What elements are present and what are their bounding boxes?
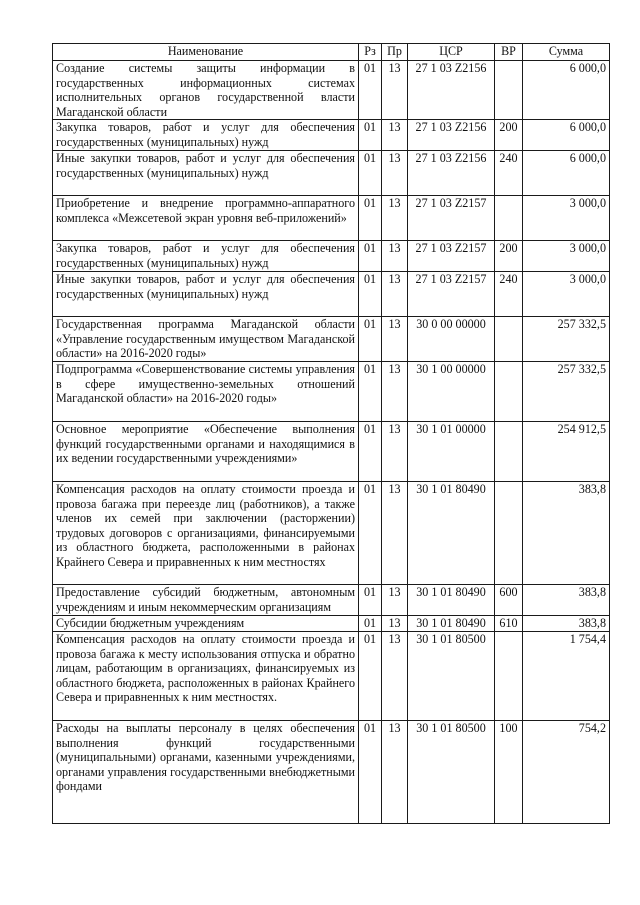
row-rz: 01 bbox=[359, 196, 382, 241]
table-row bbox=[53, 241, 610, 272]
row-sum: 383,8 bbox=[523, 585, 610, 616]
row-name: Приобретение и внедрение программно-аппаратного комплекса «Межсетевой экран уровня веб-приложений» bbox=[53, 196, 359, 241]
row-rz: 01 bbox=[359, 151, 382, 196]
row-csr: 30 1 01 00000 bbox=[408, 422, 495, 482]
header-vr: ВР bbox=[495, 44, 523, 61]
row-name: Основное мероприятие «Обеспечение выполнения функций государственными органами и находящимися в их ведении государственными учреждениями» bbox=[53, 422, 359, 482]
row-name: Иные закупки товаров, работ и услуг для обеспечения государственных (муниципальных) нужд bbox=[53, 151, 359, 196]
table-row bbox=[53, 196, 610, 241]
row-rz: 01 bbox=[359, 362, 382, 422]
row-vr bbox=[495, 482, 523, 585]
row-pr: 13 bbox=[382, 120, 408, 151]
table-row bbox=[53, 272, 610, 317]
row-name: Субсидии бюджетным учреждениям bbox=[53, 616, 359, 632]
row-vr bbox=[495, 422, 523, 482]
row-sum: 257 332,5 bbox=[523, 317, 610, 362]
row-csr: 27 1 03 Z2156 bbox=[408, 61, 495, 120]
row-pr: 13 bbox=[382, 196, 408, 241]
row-pr: 13 bbox=[382, 721, 408, 824]
row-rz: 01 bbox=[359, 422, 382, 482]
row-csr: 27 1 03 Z2157 bbox=[408, 241, 495, 272]
row-pr: 13 bbox=[382, 241, 408, 272]
row-pr: 13 bbox=[382, 482, 408, 585]
table-row bbox=[53, 422, 610, 482]
table-row bbox=[53, 151, 610, 196]
row-sum: 6 000,0 bbox=[523, 151, 610, 196]
row-rz: 01 bbox=[359, 61, 382, 120]
row-csr: 30 1 01 80490 bbox=[408, 482, 495, 585]
row-sum: 254 912,5 bbox=[523, 422, 610, 482]
row-pr: 13 bbox=[382, 422, 408, 482]
row-name: Предоставление субсидий бюджетным, автономным учреждениям и иным некоммерческим организациям bbox=[53, 585, 359, 616]
table-row bbox=[53, 585, 610, 616]
row-rz: 01 bbox=[359, 632, 382, 721]
header-rz: Рз bbox=[359, 44, 382, 61]
row-csr: 27 1 03 Z2156 bbox=[408, 120, 495, 151]
row-rz: 01 bbox=[359, 241, 382, 272]
row-sum: 3 000,0 bbox=[523, 272, 610, 317]
row-pr: 13 bbox=[382, 317, 408, 362]
row-csr: 30 1 01 80500 bbox=[408, 721, 495, 824]
row-vr bbox=[495, 632, 523, 721]
row-csr: 27 1 03 Z2156 bbox=[408, 151, 495, 196]
row-sum: 3 000,0 bbox=[523, 241, 610, 272]
row-vr bbox=[495, 61, 523, 120]
row-sum: 1 754,4 bbox=[523, 632, 610, 721]
table-row bbox=[53, 120, 610, 151]
row-pr: 13 bbox=[382, 362, 408, 422]
row-name: Закупка товаров, работ и услуг для обеспечения государственных (муниципальных) нужд bbox=[53, 241, 359, 272]
row-rz: 01 bbox=[359, 616, 382, 632]
row-vr: 200 bbox=[495, 120, 523, 151]
row-name: Иные закупки товаров, работ и услуг для обеспечения государственных (муниципальных) нужд bbox=[53, 272, 359, 317]
row-vr bbox=[495, 317, 523, 362]
header-pr: Пр bbox=[382, 44, 408, 61]
row-csr: 30 0 00 00000 bbox=[408, 317, 495, 362]
row-rz: 01 bbox=[359, 272, 382, 317]
row-csr: 27 1 03 Z2157 bbox=[408, 196, 495, 241]
row-vr: 240 bbox=[495, 151, 523, 196]
row-rz: 01 bbox=[359, 721, 382, 824]
table-row bbox=[53, 721, 610, 824]
row-rz: 01 bbox=[359, 482, 382, 585]
header-csr: ЦСР bbox=[408, 44, 495, 61]
row-sum: 754,2 bbox=[523, 721, 610, 824]
row-sum: 6 000,0 bbox=[523, 120, 610, 151]
row-rz: 01 bbox=[359, 585, 382, 616]
row-sum: 6 000,0 bbox=[523, 61, 610, 120]
row-vr: 610 bbox=[495, 616, 523, 632]
row-name: Государственная программа Магаданской области «Управление государственным имуществом Магаданской области» на 2016-2020 годы» bbox=[53, 317, 359, 362]
table-row bbox=[53, 482, 610, 585]
table-header bbox=[53, 44, 610, 61]
row-sum: 257 332,5 bbox=[523, 362, 610, 422]
table-row bbox=[53, 61, 610, 120]
row-rz: 01 bbox=[359, 317, 382, 362]
row-vr bbox=[495, 362, 523, 422]
table-body bbox=[53, 61, 610, 824]
row-sum: 3 000,0 bbox=[523, 196, 610, 241]
header-name: Наименование bbox=[53, 44, 359, 61]
row-name: Создание системы защиты информации в государственных информационных системах исполнительных органов государственной власти Магаданской области bbox=[53, 61, 359, 120]
row-csr: 27 1 03 Z2157 bbox=[408, 272, 495, 317]
table-row bbox=[53, 616, 610, 632]
row-sum: 383,8 bbox=[523, 482, 610, 585]
row-pr: 13 bbox=[382, 151, 408, 196]
row-csr: 30 1 01 80490 bbox=[408, 585, 495, 616]
row-csr: 30 1 01 80490 bbox=[408, 616, 495, 632]
row-name: Закупка товаров, работ и услуг для обеспечения государственных (муниципальных) нужд bbox=[53, 120, 359, 151]
header-row bbox=[53, 44, 610, 61]
row-vr: 600 bbox=[495, 585, 523, 616]
row-pr: 13 bbox=[382, 61, 408, 120]
row-vr bbox=[495, 196, 523, 241]
row-csr: 30 1 01 80500 bbox=[408, 632, 495, 721]
row-pr: 13 bbox=[382, 632, 408, 721]
table-row bbox=[53, 317, 610, 362]
table-row bbox=[53, 362, 610, 422]
row-vr: 200 bbox=[495, 241, 523, 272]
row-pr: 13 bbox=[382, 616, 408, 632]
table-row bbox=[53, 632, 610, 721]
row-pr: 13 bbox=[382, 585, 408, 616]
row-name: Компенсация расходов на оплату стоимости проезда и провоза багажа к месту использования отпуска и обратно лицам, работающим в организациях, финансируемых из областного бюджета, расположенных в районах Крайнего Севера и приравненных к ним местностях. bbox=[53, 632, 359, 721]
row-vr: 100 bbox=[495, 721, 523, 824]
row-sum: 383,8 bbox=[523, 616, 610, 632]
budget-table bbox=[52, 43, 610, 824]
row-name: Расходы на выплаты персоналу в целях обеспечения выполнения функций государственными (муниципальными) органами, казенными учреждениями, органами управления государственными внебюджетными фондами bbox=[53, 721, 359, 824]
row-rz: 01 bbox=[359, 120, 382, 151]
row-csr: 30 1 00 00000 bbox=[408, 362, 495, 422]
header-sum: Сумма bbox=[523, 44, 610, 61]
row-name: Компенсация расходов на оплату стоимости проезда и провоза багажа при переезде лиц (работников), а также членов их семей при заключении (расторжении) трудовых договоров с организациями, финансируемыми из областного бюджета, расположенными в районах Крайнего Севера и приравненных к ним местностях bbox=[53, 482, 359, 585]
row-name: Подпрограмма «Совершенствование системы управления в сфере имущественно-земельных отношений Магаданской области» на 2016-2020 годы» bbox=[53, 362, 359, 422]
row-vr: 240 bbox=[495, 272, 523, 317]
row-pr: 13 bbox=[382, 272, 408, 317]
